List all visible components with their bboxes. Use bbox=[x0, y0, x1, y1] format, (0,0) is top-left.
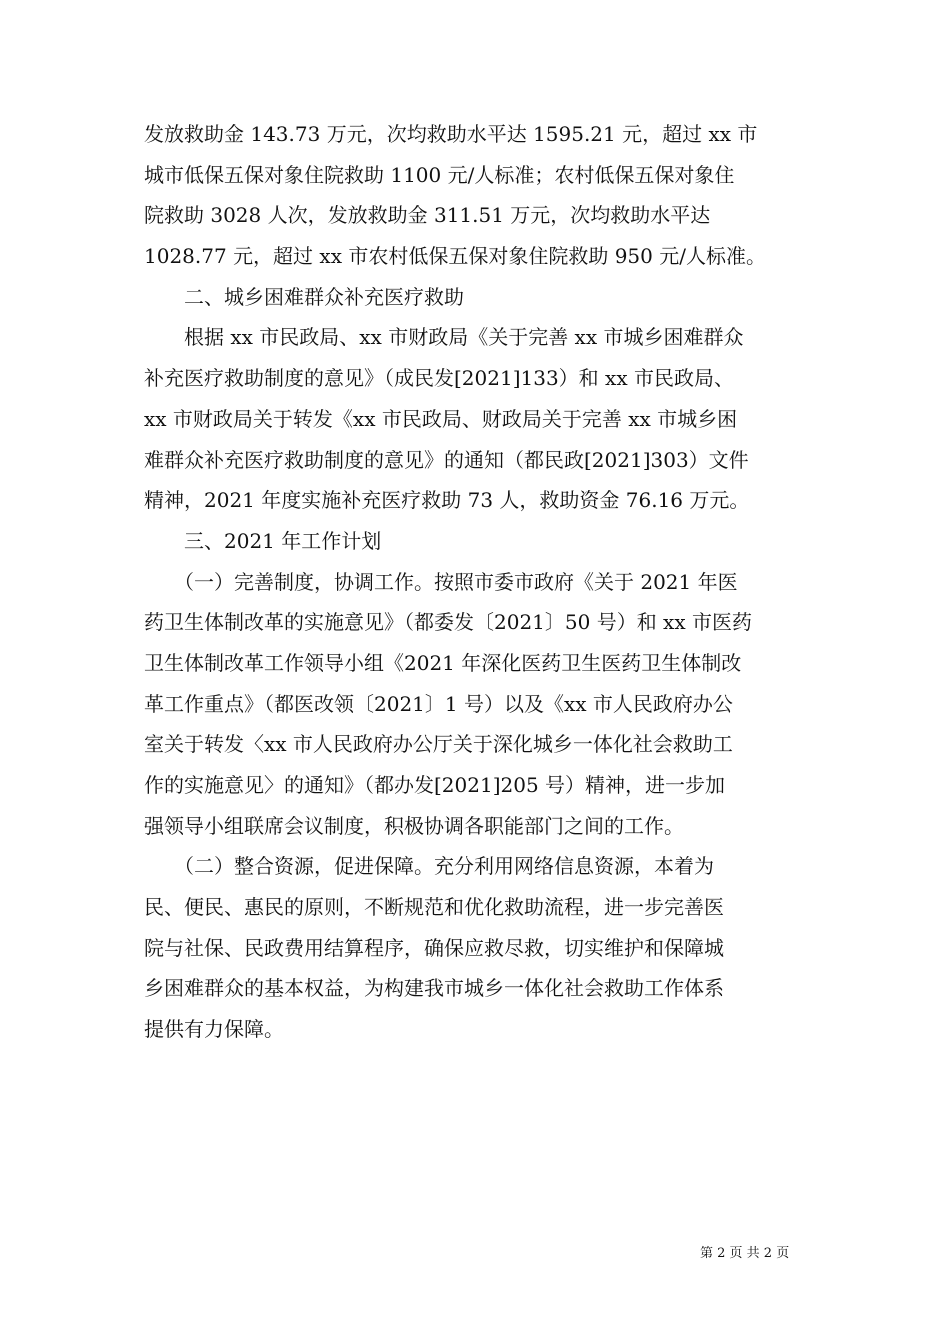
text-line: （二）整合资源，促进保障。充分利用网络信息资源，本着为 bbox=[144, 854, 714, 879]
text-line: xx 市财政局关于转发《xx 市民政局、财政局关于完善 xx 市城乡困 bbox=[144, 406, 738, 431]
text-line: 乡困难群众的基本权益，为构建我市城乡一体化社会救助工作体系 bbox=[144, 976, 724, 1001]
text-line: 1028.77 元，超过 xx 市农村低保五保对象住院救助 950 元/人标准。 bbox=[144, 244, 766, 269]
text-line: 院救助 3028 人次，发放救助金 311.51 万元，次均救助水平达 bbox=[144, 203, 711, 228]
text-line: 强领导小组联席会议制度，积极协调各职能部门之间的工作。 bbox=[144, 813, 684, 838]
document-body bbox=[144, 114, 812, 1050]
text-line: 发放救助金 143.73 万元，次均救助水平达 1595.21 元，超过 xx 市 bbox=[144, 122, 758, 146]
section-heading: 三、2021 年工作计划 bbox=[144, 528, 382, 553]
text-line: 补充医疗救助制度的意见》（成民发[2021]133）和 xx 市民政局、 bbox=[144, 366, 734, 391]
text-line: 精神，2021 年度实施补充医疗救助 73 人，救助资金 76.16 万元。 bbox=[144, 488, 750, 513]
text-line: 难群众补充医疗救助制度的意见》的通知（都民政[2021]303）文件 bbox=[144, 447, 749, 472]
text-line: 城市低保五保对象住院救助 1100 元/人标准；农村低保五保对象住 bbox=[144, 162, 735, 187]
text-line: 提供有力保障。 bbox=[144, 1017, 284, 1042]
page-number: 第 2 页 共 2 页 bbox=[700, 1246, 790, 1261]
text-line: 卫生体制改革工作领导小组《2021 年深化医药卫生医药卫生体制改 bbox=[144, 650, 742, 675]
text-line: （一）完善制度，协调工作。按照市委市政府《关于 2021 年医 bbox=[144, 569, 738, 594]
text-line: 院与社保、民政费用结算程序，确保应救尽救，切实维护和保障城 bbox=[144, 935, 724, 960]
text-line: 药卫生体制改革的实施意见》（都委发〔2021〕50 号）和 xx 市医药 bbox=[144, 610, 752, 635]
text-line: 作的实施意见〉的通知》（都办发[2021]205 号）精神，进一步加 bbox=[144, 773, 726, 797]
text-line: 根据 xx 市民政局、xx 市财政局《关于完善 xx 市城乡困难群众 bbox=[144, 325, 744, 350]
text-line: 室关于转发〈xx 市人民政府办公厅关于深化城乡一体化社会救助工 bbox=[144, 732, 733, 757]
text-line: 民、便民、惠民的原则，不断规范和优化救助流程，进一步完善医 bbox=[144, 895, 724, 920]
text-line: 革工作重点》（都医改领〔2021〕1 号）以及《xx 市人民政府办公 bbox=[144, 691, 733, 716]
section-heading: 二、城乡困难群众补充医疗救助 bbox=[144, 284, 464, 309]
